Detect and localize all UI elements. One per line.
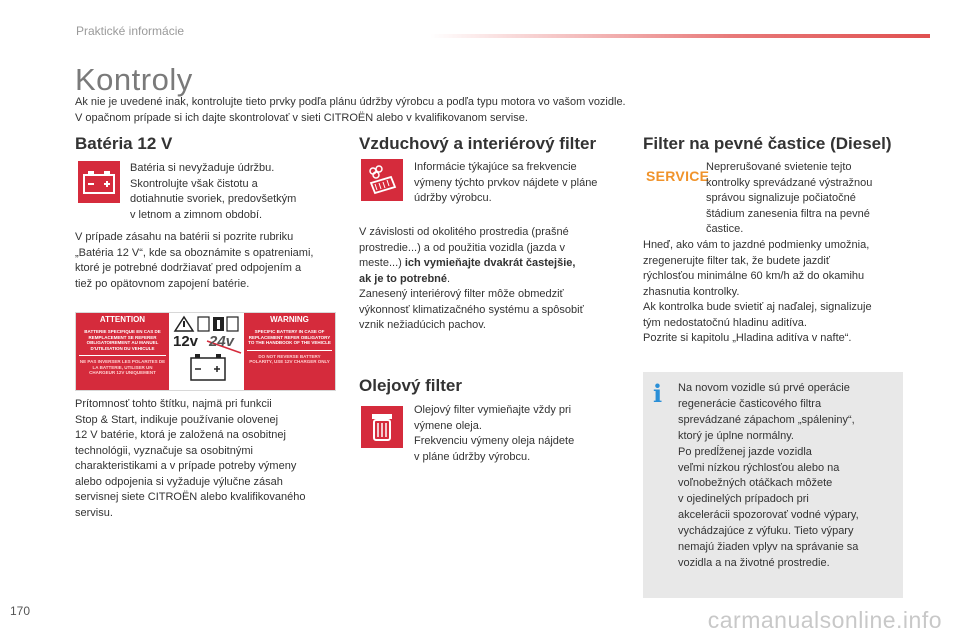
text-line: Ak kontrolka bude svietiť aj naďalej, signalizuje: [643, 301, 872, 313]
text-line: dotiahnutie svoriek, predovšetkým: [130, 193, 297, 205]
text-run: .: [447, 272, 451, 285]
text-line: štádium zanesenia filtra na pevné: [706, 207, 870, 220]
text-line: nemajú žiaden vplyv na správanie sa: [678, 541, 859, 554]
header-accent-bar: [430, 34, 930, 38]
text-line: V závislosti od okolitého prostredia (prašné: [359, 226, 569, 238]
text-line: výkonnosť klimatizačného systému a spôsobiť: [359, 303, 584, 316]
dpf-paragraph-1: [706, 160, 906, 238]
text-line: Na novom vozidle sú prvé operácie: [678, 382, 850, 394]
dpf-heading: Filter na pevné častice (Diesel): [643, 134, 892, 153]
label-right-top: SPECIFIC BATTERY IN CASE OF REPLACEMENT REFER OBLIGATORY TO THE HANDBOOK OF THE VEHICLE: [248, 329, 331, 345]
voltage-12v: 12v: [173, 333, 199, 350]
text-line: servisu.: [75, 506, 113, 519]
text-line: Zanesený interiérový filter môže obmedziť: [359, 288, 564, 300]
battery-paragraph-2: [75, 230, 345, 292]
label-right-bottom: DO NOT REVERSE BATTERY POLARITY, USE 12V CHARGER ONLY: [249, 353, 330, 364]
text-line: vychádzajúce z výfuku. Tieto výpary: [678, 525, 854, 538]
text-line: [359, 256, 634, 272]
info-box: [643, 372, 903, 598]
text-line: správou signalizuje počiatočné: [706, 192, 856, 204]
oil-filter-icon: [361, 406, 403, 448]
text-line: technológii, vyznačuje sa osobitnými: [75, 444, 253, 457]
info-icon: i: [653, 379, 663, 408]
label-left-column: [76, 327, 169, 390]
text-line: „Batéria 12 V“, kde sa oboznámite s opatreniami,: [75, 246, 314, 259]
text-line: údržby výrobcu.: [414, 192, 492, 204]
warning-header: WARNING: [244, 313, 335, 327]
text-line: akcelerácii spozorovať vodné výpary,: [678, 509, 859, 522]
air-filter-paragraph-1: [414, 160, 629, 207]
text-line: veľmi nízkou rýchlosťou alebo na: [678, 461, 840, 474]
attention-header: ATTENTION: [76, 313, 169, 327]
text-line: vznik nežiadúcich pachov.: [359, 319, 486, 331]
intro-line: V opačnom prípade si ich dajte skontrolovať v sieti CITROËN alebo v kvalifikovanom servise.: [75, 112, 528, 124]
oil-filter-heading: Olejový filter: [359, 376, 462, 395]
dpf-paragraph-2: [643, 238, 918, 347]
air-filter-heading: Vzduchový a interiérový filter: [359, 134, 597, 153]
text-line: Batéria si nevyžaduje údržbu.: [130, 162, 275, 174]
service-warning-icon: SERVICE: [646, 168, 710, 184]
text-line: Stop & Start, indikuje používanie olovenej: [75, 413, 279, 426]
battery-warning-label: [75, 312, 336, 391]
text-line: charakteristikami a v prípade potreby výmeny: [75, 460, 297, 472]
text-line: kontrolky sprevádzané výstražnou: [706, 176, 873, 189]
battery-pictogram: [191, 354, 225, 380]
section-title: Praktické informácie: [76, 24, 185, 38]
text-line: tým nedostatočnú hladinu aditíva.: [643, 316, 807, 329]
text-line: 12 V batérie, ktorá je založená na osobitnej: [75, 429, 286, 441]
text-line: v letnom a zimnom období.: [130, 208, 263, 221]
label-left-top: BATTERIE SPECIFIQUE EN CAS DE REMPLACEMENT SE REFERER OBLIGATOIREMENT AU MANUEL D'UTILISATION DU VEHICULE: [84, 329, 161, 351]
battery-icon: [78, 161, 120, 203]
text-line: zhasnutia kontrolky.: [643, 285, 740, 298]
oil-filter-paragraph: [414, 403, 629, 465]
text-line: Skontrolujte však čistotu a: [130, 177, 258, 190]
emphasis-text: ich vymieňajte dvakrát častejšie,: [404, 257, 576, 269]
text-line: Hneď, ako vám to jazdné podmienky umožnia,: [643, 239, 870, 251]
text-line: vozidla a na životné prostredie.: [678, 556, 830, 569]
text-line: V prípade zásahu na batérii si pozrite rubriku: [75, 231, 294, 243]
text-line: Olejový filter vymieňajte vždy pri: [414, 404, 572, 416]
text-line: regenerácie časticového filtra: [678, 397, 822, 410]
battery-paragraph-3: [75, 397, 350, 521]
caution-pictograms: [175, 317, 238, 331]
text-line: ktoré je potrebné dodržiavať pred odpojením a: [75, 262, 302, 274]
text-line: Po predĺženej jazde vozidla: [678, 445, 812, 458]
text-line: prostredie...) a od použitia vozidla (jazda v: [359, 241, 566, 254]
label-middle-pictograms: [169, 313, 244, 390]
info-text: [678, 381, 893, 572]
intro-text: [75, 94, 935, 126]
text-line: Frekvenciu výmeny oleja nájdete: [414, 435, 575, 447]
page-title: Kontroly: [75, 62, 193, 97]
battery-heading: Batéria 12 V: [75, 134, 173, 153]
air-filter-icon: [361, 159, 403, 201]
text-line: tiež po opätovnom zapojení batérie.: [75, 277, 250, 290]
text-line: sprevádzané zápachom „spáleniny“,: [678, 413, 855, 426]
emphasis-text: ak je to potrebné: [359, 272, 448, 285]
text-line: Informácie týkajúce sa frekvencie: [414, 161, 577, 173]
text-line: výmene oleja.: [414, 419, 482, 432]
label-right-column: [244, 327, 335, 390]
page-number: 170: [10, 604, 31, 618]
voltage-24v-crossed: 24v: [209, 333, 235, 350]
intro-line: Ak nie je uvedené inak, kontrolujte tieto prvky podľa plánu údržby výrobcu a podľa typu motora vo vašom vozidle.: [75, 96, 626, 108]
label-left-bottom: NE PAS INVERSER LES POLARITES DE LA BATTERIE, UTILISER UN CHARGEUR 12V UNIQUEMENT: [79, 359, 166, 375]
text-line: v pláne údržby výrobcu.: [414, 450, 531, 463]
text-line: častice.: [706, 223, 744, 235]
text-line: ktorý je úplne normálny.: [678, 429, 794, 442]
text-line: Neprerušované svietenie tejto: [706, 161, 852, 173]
text-line: rýchlosťou minimálne 60 km/h až do okamihu: [643, 270, 865, 282]
watermark: carmanualsonline.info: [707, 607, 942, 633]
text-line: [359, 272, 634, 288]
text-line: v ojedinelých prípadoch pri: [678, 493, 809, 506]
text-run: meste...): [359, 257, 405, 269]
text-line: Pozrite si kapitolu „Hladina aditíva v nafte“.: [643, 332, 852, 344]
text-line: výmeny týchto prvkov nájdete v pláne: [414, 176, 598, 189]
text-line: alebo odpojenia si vyžaduje výlučne zásah: [75, 475, 283, 488]
text-line: Prítomnosť tohto štítku, najmä pri funkcii: [75, 398, 272, 410]
text-line: voľnobežných otáčkach môžete: [678, 477, 833, 490]
battery-paragraph-1: [130, 161, 335, 223]
air-filter-paragraph-2: [359, 225, 634, 334]
text-line: servisnej siete CITROËN alebo kvalifikovaného: [75, 491, 306, 503]
text-line: zregenerujte filter tak, že budete jazdiť: [643, 254, 830, 267]
